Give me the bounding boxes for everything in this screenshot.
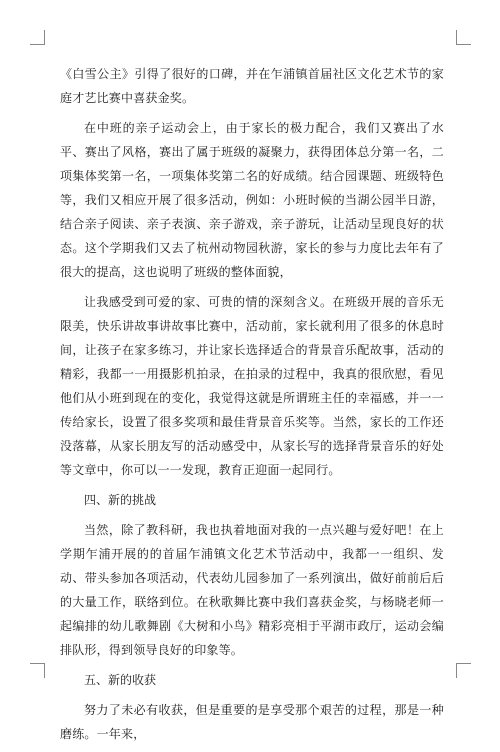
document-body	[60, 62, 444, 752]
crop-mark-bottom-left	[30, 663, 45, 678]
crop-mark-top-left	[30, 30, 45, 45]
section-heading-4: 四、新的挑战	[84, 493, 157, 507]
paragraph-3: 让我感受到可爱的家、可贵的情的深刻含义。在班级开展的音乐无限美，快乐讲故事讲故事比赛中，活动前，家长就利用了很多的休息时间，让孩子在家多练习，并让家长选择适合的背景音乐配故事，活动的精彩，我都一一用摄影机拍录，在拍录的过程中，我真的很欣慰，看见他们从小班到现在的变化，我觉得这就是所谓班主任的幸福感，并一一传给家长，设置了很多奖项和最佳背景音乐奖等。当然，家长的工作还没落幕，从家长朋友写的活动感受中，从家长写的选择背景音乐的好处等文章中，你可以一一发现，教育正迎面一起同行。	[60, 295, 444, 477]
paragraph-2: 在中班的亲子运动会上，由于家长的极力配合，我们又赛出了水平、赛出了风格，赛出了属于班级的凝聚力，获得团体总分第一名，二项集体奖第一名，一项集体奖第二名的好成绩。结合园课题、班级特色等，我们又相应开展了很多活动，例如：小班时候的当湖公园半日游，结合亲子阅读、亲子表演、亲子游戏，亲子游玩，让活动呈现良好的状态。这个学期我们又去了杭州动物园秋游，家长的参与力度比去年有了很大的提高，这也说明了班级的整体面貌，	[60, 121, 444, 279]
crop-mark-bottom-right	[456, 663, 471, 678]
paragraph-5: 努力了未必有收获，但是重要的是享受那个艰苦的过程，那是一种磨练。一年来，	[60, 703, 444, 741]
section-heading-5: 五、新的收获	[84, 673, 157, 687]
paragraph-1: 《白雪公主》引得了很好的口碑，并在乍浦镇首届社区文化艺术节的家庭才艺比赛中喜获金奖。	[60, 67, 444, 105]
crop-mark-top-right	[456, 30, 471, 45]
paragraph-4: 当然，除了教科研，我也执着地面对我的一点兴趣与爱好吧！在上学期乍浦开展的的首届乍浦镇文化艺术节活动中，我都一一组织、发动、带头参加各项活动，代表幼儿园参加了一系列演出，做好前前后后的大量工作，联络到位。在秋歌舞比赛中我们喜获金奖，与杨晓老师一起编排的幼儿歌舞剧《大树和小鸟》精彩亮相于平湖市政厅，运动会编排队形，得到领导良好的印象等。	[60, 523, 444, 657]
